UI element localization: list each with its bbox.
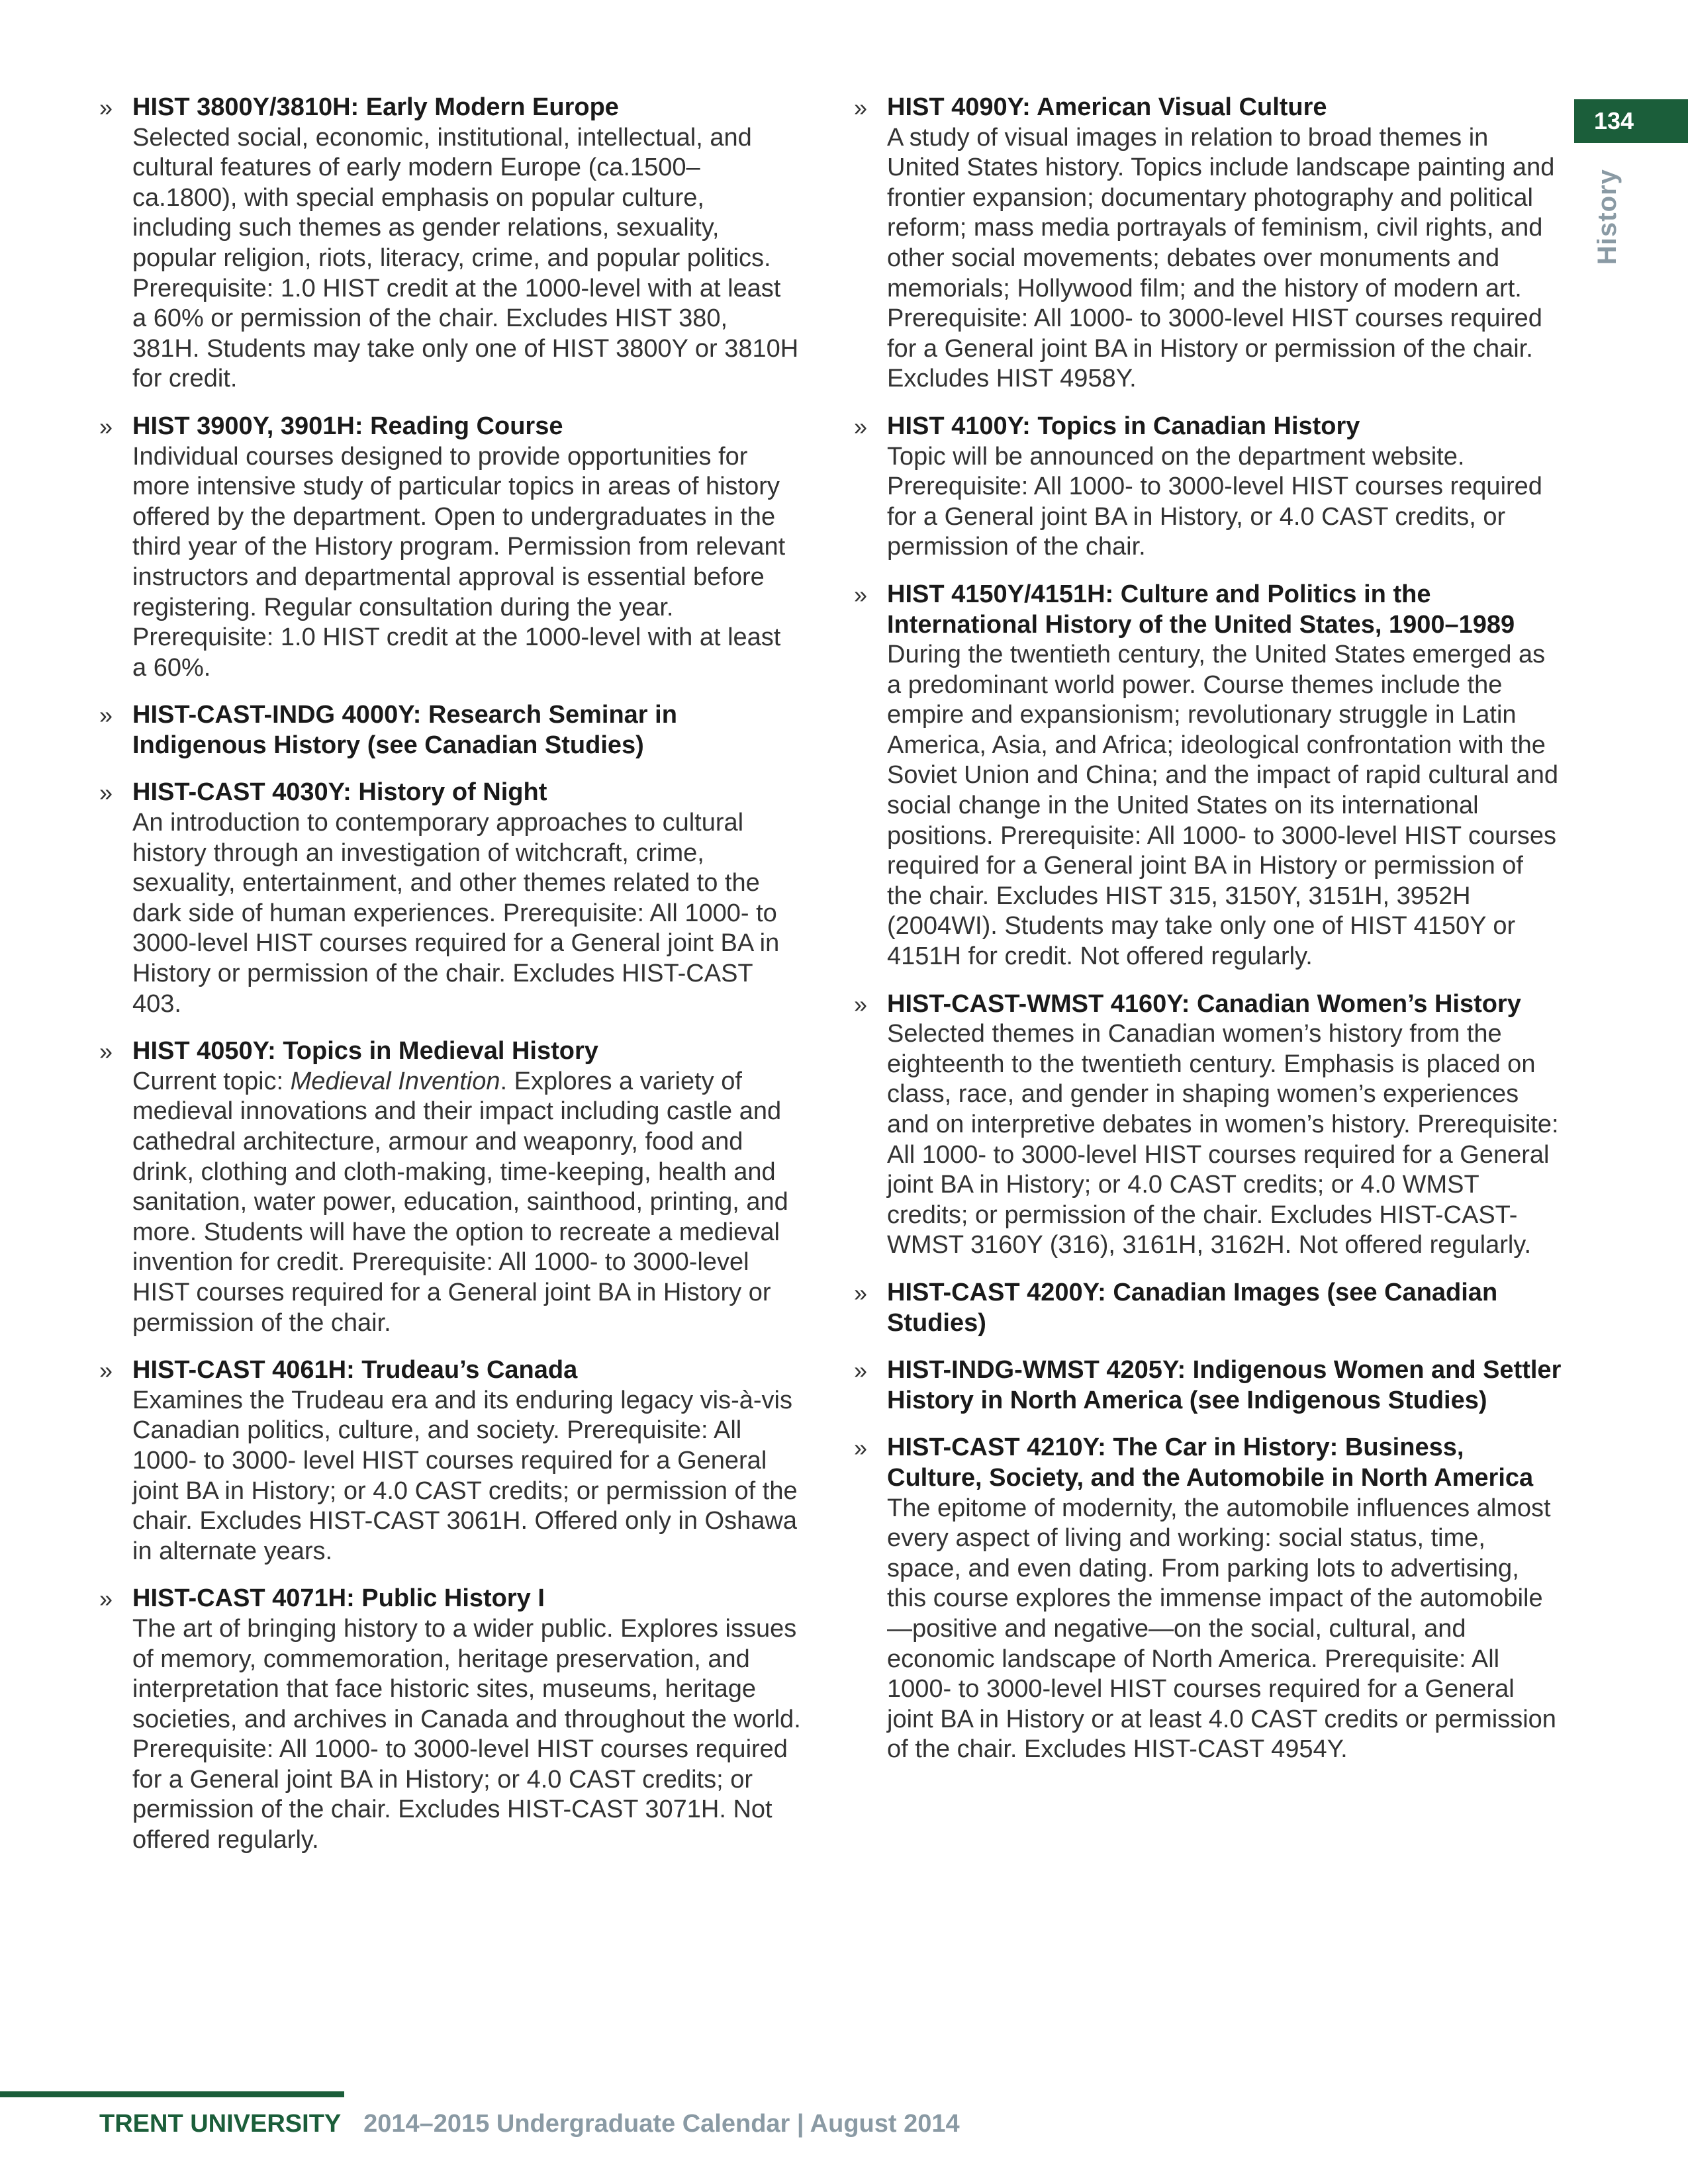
course-entry bbox=[854, 580, 1562, 972]
course-title: HIST 3800Y/3810H: Early Modern Europe bbox=[132, 93, 619, 121]
course-description: A study of visual images in relation to broad themes in United States history. Topics include landscape painting and frontier expansion; documentary photography and political reform; mass media portrayals of feminism, civil rights, and other social movements; debates over monuments and memorials; Hollywood film; and the history of modern art. Prerequisite: All 1000- to 3000-level HIST courses required for a General joint BA in History or permission of the chair. Excludes HIST 4958Y. bbox=[887, 123, 1555, 393]
course-description: Topic will be announced on the department website. Prerequisite: All 1000- to 3000-level HIST courses required for a General joint BA in History, or 4.0 CAST credits, or permission of the chair. bbox=[887, 442, 1542, 561]
course-entry bbox=[854, 1433, 1562, 1765]
footer-rule bbox=[0, 2091, 344, 2097]
course-title: HIST-CAST 4071H: Public History I bbox=[132, 1584, 545, 1613]
left-column bbox=[99, 93, 801, 1873]
course-title: HIST-CAST 4200Y: Canadian Images (see Canadian Studies) bbox=[887, 1278, 1498, 1337]
bullet-icon: » bbox=[854, 1434, 868, 1462]
bullet-icon: » bbox=[854, 94, 868, 121]
section-label: History bbox=[1593, 169, 1622, 265]
bullet-icon: » bbox=[99, 702, 113, 729]
course-title: HIST 4090Y: American Visual Culture bbox=[887, 93, 1327, 121]
course-entry bbox=[854, 412, 1562, 563]
course-description: Individual courses designed to provide opportunities for more intensive study of particular topics in areas of history offered by the department. Open to undergraduates in the third year of the History program. Permission from relevant instructors and departmental approval is essential before registering. Regular consultation during the year. Prerequisite: 1.0 HIST credit at the 1000-level with at least a 60%. bbox=[132, 442, 786, 682]
bullet-icon: » bbox=[99, 1585, 113, 1613]
right-column bbox=[854, 93, 1562, 1782]
course-title: HIST-CAST-INDG 4000Y: Research Seminar in Indigenous History (see Canadian Studies) bbox=[132, 701, 677, 759]
course-title: HIST 4050Y: Topics in Medieval History bbox=[132, 1037, 598, 1066]
course-entry bbox=[99, 1036, 801, 1338]
course-description: An introduction to contemporary approaches to cultural history through an investigation of witchcraft, crime, sexuality, entertainment, and other themes related to the dark side of human experiences. Prerequisite: All 1000- to 3000-level HIST courses required for a General joint BA in History or permission of the chair. Excludes HIST-CAST 403. bbox=[132, 809, 780, 1018]
course-entry bbox=[99, 1355, 801, 1567]
footer bbox=[99, 2110, 960, 2138]
bullet-icon: » bbox=[99, 779, 113, 807]
bullet-icon: » bbox=[854, 990, 868, 1018]
page-number-tab bbox=[1574, 99, 1688, 143]
course-entry bbox=[854, 1355, 1562, 1416]
footer-university: TRENT UNIVERSITY bbox=[99, 2110, 341, 2138]
course-title: HIST-CAST 4210Y: The Car in History: Business, Culture, Society, and the Automobile in North America bbox=[887, 1433, 1534, 1492]
topic-description: . Explores a variety of medieval innovations and their impact including castle and cathedral architecture, armour and weaponry, food and drink, clothing and cloth-making, time-keeping, health and sanitation, water power, education, sainthood, printing, and more. Students will have the option to recreate a medieval invention for credit. Prerequisite: All 1000- to 3000-level HIST courses required for a General joint BA in History or permission of the chair. bbox=[132, 1067, 788, 1337]
bullet-icon: » bbox=[99, 412, 113, 440]
course-description: Examines the Trudeau era and its enduring legacy vis-à-vis Canadian politics, culture, and society. Prerequisite: All 1000- to 3000- level HIST courses required for a General joint BA in History; or 4.0 CAST credits; or permission of the chair. Excludes HIST-CAST 3061H. Offered only in Oshawa in alternate years. bbox=[132, 1386, 798, 1565]
bullet-icon: » bbox=[854, 580, 868, 608]
course-entry bbox=[99, 412, 801, 683]
course-title: HIST 3900Y, 3901H: Reading Course bbox=[132, 412, 563, 440]
bullet-icon: » bbox=[854, 1279, 868, 1306]
course-title: HIST 4100Y: Topics in Canadian History bbox=[887, 412, 1360, 440]
course-entry bbox=[99, 1584, 801, 1855]
bullet-icon: » bbox=[99, 94, 113, 121]
course-description: The epitome of modernity, the automobile influences almost every aspect of living and working: social status, time, space, and even dating. From parking lots to advertising, this course explores the immense impact of the automobile—positive and negative—on the social, cultural, and economic landscape of North America. Prerequisite: All 1000- to 3000-level HIST courses required for a General joint BA in History or at least 4.0 CAST credits or permission of the chair. Excludes HIST-CAST 4954Y. bbox=[887, 1494, 1556, 1764]
bullet-icon: » bbox=[854, 412, 868, 440]
course-title: HIST 4150Y/4151H: Culture and Politics in the International History of the United States, 1900–1989 bbox=[887, 580, 1515, 639]
course-title: HIST-CAST 4061H: Trudeau’s Canada bbox=[132, 1356, 578, 1385]
course-description: During the twentieth century, the United States emerged as a predominant world power. Course themes include the empire and expansionism; revolutionary struggle in Latin America, Asia, and Africa; ideological confrontation with the Soviet Union and China; and the impact of rapid cultural and social change in the United States on its international positions. Prerequisite: All 1000- to 3000-level HIST courses required for a General joint BA in History or permission of the chair. Excludes HIST 315, 3150Y, 3151H, 3952H (2004WI). Students may take only one of HIST 4150Y or 4151H for credit. Not offered regularly. bbox=[887, 641, 1558, 971]
course-title: HIST-CAST 4030Y: History of Night bbox=[132, 778, 547, 807]
course-entry bbox=[854, 93, 1562, 394]
footer-calendar: 2014–2015 Undergraduate Calendar | August 2014 bbox=[363, 2110, 960, 2138]
course-entry bbox=[99, 93, 801, 394]
course-description: Selected themes in Canadian women’s history from the eighteenth to the twentieth century. Emphasis is placed on class, race, and gender in shaping women’s experiences and on interpretive debates in women’s history. Prerequisite: All 1000- to 3000-level HIST courses required for a General joint BA in History; or 4.0 CAST credits; or 4.0 WMST credits; or permission of the chair. Excludes HIST-CAST-WMST 3160Y (316), 3161H, 3162H. Not offered regularly. bbox=[887, 1020, 1559, 1259]
course-description bbox=[132, 1067, 801, 1338]
course-description: The art of bringing history to a wider public. Explores issues of memory, commemoration, heritage preservation, and interpretation that face historic sites, museums, heritage societies, and archives in Canada and throughout the world. Prerequisite: All 1000- to 3000-level HIST courses required for a General joint BA in History; or 4.0 CAST credits; or permission of the chair. Excludes HIST-CAST 3071H. Not offered regularly. bbox=[132, 1614, 801, 1854]
bullet-icon: » bbox=[99, 1038, 113, 1066]
course-title: HIST-CAST-WMST 4160Y: Canadian Women’s History bbox=[887, 989, 1521, 1018]
topic-name: Medieval Invention bbox=[290, 1067, 500, 1095]
bullet-icon: » bbox=[99, 1357, 113, 1385]
page-number: 134 bbox=[1594, 107, 1634, 134]
course-title: HIST-INDG-WMST 4205Y: Indigenous Women and Settler History in North America (see Indigenous Studies) bbox=[887, 1356, 1562, 1414]
course-entry bbox=[99, 778, 801, 1019]
course-entry bbox=[854, 1278, 1562, 1338]
course-entry bbox=[99, 700, 801, 760]
bullet-icon: » bbox=[854, 1357, 868, 1385]
course-entry bbox=[854, 989, 1562, 1261]
topic-prefix: Current topic: bbox=[132, 1067, 291, 1095]
course-description: Selected social, economic, institutional, intellectual, and cultural features of early modern Europe (ca.1500–ca.1800), with special emphasis on popular culture, including such themes as gender relations, sexuality, popular religion, riots, literacy, crime, and popular politics. Prerequisite: 1.0 HIST credit at the 1000-level with at least a 60% or permission of the chair. Excludes HIST 380, 381H. Students may take only one of HIST 3800Y or 3810H for credit. bbox=[132, 123, 799, 393]
